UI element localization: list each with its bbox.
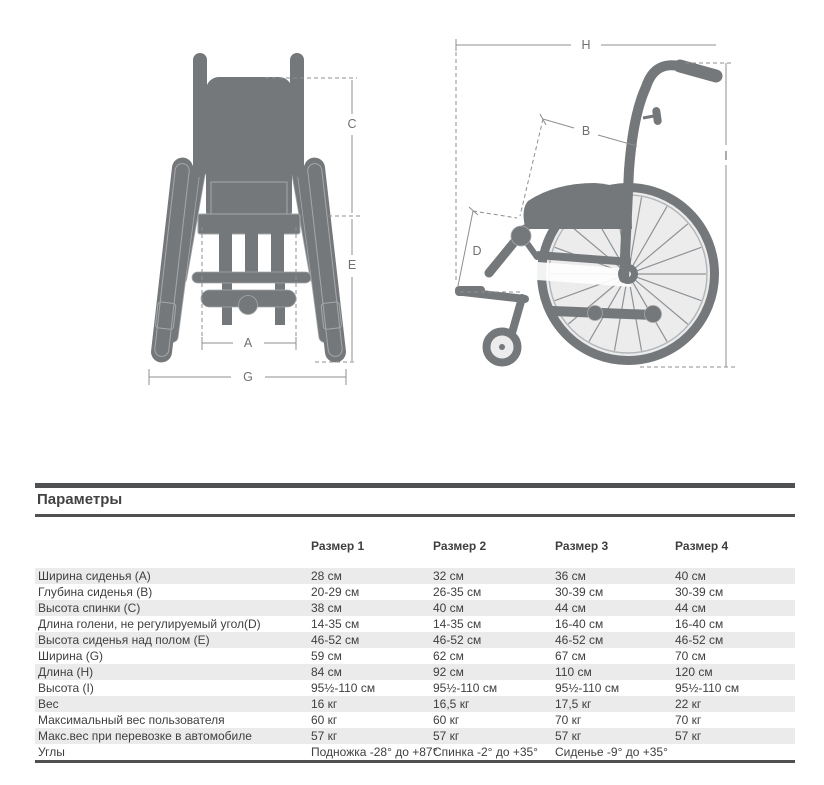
row-value: 59 см [311, 649, 342, 663]
push-handle-left [193, 53, 207, 177]
row-value: 40 см [433, 601, 464, 615]
column-header-size-1: Размер 1 [311, 539, 365, 553]
row-label: Углы [38, 745, 65, 759]
section-title: Параметры [37, 491, 123, 508]
row-value: 46-52 см [675, 633, 724, 647]
table-row-lower-leg-length [35, 616, 795, 632]
row-value: 16-40 см [555, 617, 604, 631]
row-value: Спинка -2° до +35° [433, 745, 538, 759]
row-value: 16,5 кг [433, 697, 470, 711]
row-value: 67 см [555, 649, 586, 663]
row-value: 57 кг [555, 729, 582, 743]
footplate [455, 286, 485, 296]
dimension-label-d: D [472, 244, 482, 258]
row-value: 28 см [311, 569, 342, 583]
front-right-wheel-assembly [289, 155, 347, 364]
dimension-label-g: G [243, 370, 253, 384]
dimension-label-e: E [347, 258, 357, 272]
row-value: 16-40 см [675, 617, 724, 631]
dimension-label-i: I [724, 149, 728, 163]
table-row-height [35, 680, 795, 696]
row-value: 92 см [433, 665, 464, 679]
row-value: 60 кг [311, 713, 338, 727]
row-value: 46-52 см [433, 633, 482, 647]
column-header-size-2: Размер 2 [433, 539, 487, 553]
table-row-seat-height [35, 632, 795, 648]
row-value: 30-39 см [675, 585, 724, 599]
table-row-weight [35, 696, 795, 712]
row-value: Сиденье -9° до +35° [555, 745, 668, 759]
table-row-seat-depth [35, 584, 795, 600]
row-label: Высота (I) [38, 681, 94, 695]
row-value: 14-35 см [433, 617, 482, 631]
table-row-seat-width [35, 568, 795, 584]
cross-bar [192, 272, 311, 283]
table-row-max-user-weight [35, 712, 795, 728]
seat-joint [511, 226, 531, 246]
row-label: Длина (H) [38, 665, 94, 679]
section-top-rule [35, 483, 795, 488]
table-row-angles [35, 744, 795, 760]
row-value: 60 кг [433, 713, 460, 727]
row-value: 95½-110 см [433, 681, 498, 695]
dimension-label-a: A [243, 336, 253, 350]
row-value: 22 кг [675, 697, 702, 711]
row-label: Ширина (G) [38, 649, 104, 663]
row-value: 26-35 см [433, 585, 482, 599]
row-value: 95½-110 см [675, 681, 740, 695]
row-value: 30-39 см [555, 585, 604, 599]
row-value: 84 см [311, 665, 342, 679]
row-value: 40 см [675, 569, 706, 583]
row-label: Ширина сиденья (A) [38, 569, 151, 583]
row-value: 95½-110 см [555, 681, 620, 695]
table-row-backrest-height [35, 600, 795, 616]
column-header-size-3: Размер 3 [555, 539, 609, 553]
row-label: Высота сиденья над полом (E) [38, 633, 210, 647]
row-value: 57 кг [433, 729, 460, 743]
footrest-knob [239, 296, 258, 315]
row-label: Вес [38, 697, 59, 711]
row-value: 46-52 см [555, 633, 604, 647]
row-label: Длина голени, не регулируемый угол(D) [38, 617, 261, 631]
front-left-wheel-assembly [150, 155, 208, 364]
row-value: 70 кг [555, 713, 582, 727]
wheelchair-side-view-drawing [425, 15, 755, 400]
table-row-length [35, 664, 795, 680]
row-label: Макс.вес при перевозке в автомобиле [38, 729, 252, 743]
wheelchair-front-view-drawing [135, 15, 385, 400]
row-value: 95½-110 см [311, 681, 376, 695]
row-value: 120 см [675, 665, 713, 679]
row-value: 16 кг [311, 697, 338, 711]
row-value: 32 см [433, 569, 464, 583]
row-value: 70 см [675, 649, 706, 663]
backrest-panel [211, 182, 287, 216]
dimension-label-h: H [581, 38, 591, 52]
row-label: Высота спинки (C) [38, 601, 141, 615]
row-value: 14-35 см [311, 617, 360, 631]
row-value: 70 кг [675, 713, 702, 727]
table-row-max-transport-weight [35, 728, 795, 744]
push-handle-right [290, 53, 304, 177]
row-value: 44 см [675, 601, 706, 615]
table-row-width [35, 648, 795, 664]
dimension-label-c: C [347, 117, 357, 131]
parameters-table [35, 568, 795, 763]
dimension-label-b: B [581, 124, 591, 138]
adjustment-knob [643, 107, 662, 126]
row-value: 44 см [555, 601, 586, 615]
seat-cushion [524, 183, 632, 229]
row-value: 20-29 см [311, 585, 360, 599]
row-value: 62 см [433, 649, 464, 663]
row-value: 46-52 см [311, 633, 360, 647]
row-value: 110 см [555, 665, 592, 679]
row-value: 38 см [311, 601, 342, 615]
row-value: 36 см [555, 569, 586, 583]
section-title-rule [35, 514, 795, 517]
row-value: 57 кг [311, 729, 338, 743]
row-value: 57 кг [675, 729, 702, 743]
row-label: Максимальный вес пользователя [38, 713, 225, 727]
column-header-size-4: Размер 4 [675, 539, 729, 553]
caster-hub [499, 344, 505, 350]
row-value: 17,5 кг [555, 697, 592, 711]
row-value: Подножка -28° до +87° [311, 745, 438, 759]
row-label: Глубина сиденья (B) [38, 585, 153, 599]
